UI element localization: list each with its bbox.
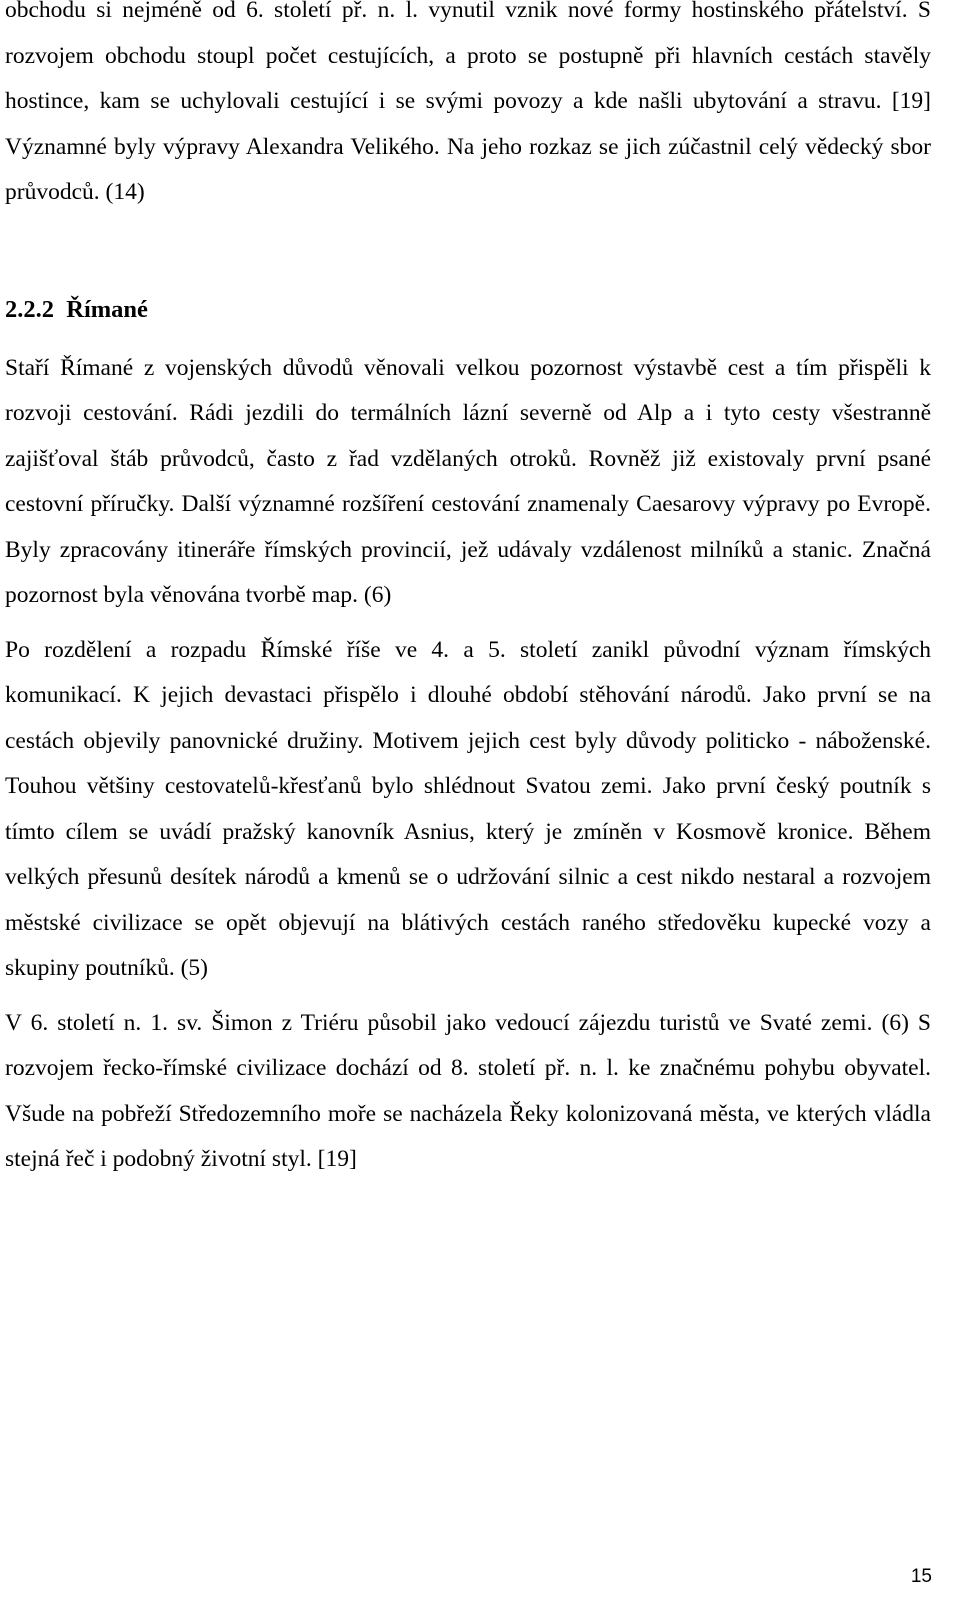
section-heading xyxy=(5,290,931,330)
section-number: 2.2.2 xyxy=(5,295,54,323)
paragraph-intro: obchodu si nejméně od 6. století př. n. l. vynutil vznik nové formy hostinského přátelství. S rozvojem obchodu stoupl počet cestujících, a proto se postupně při hlavních cestách stavěly hostince, kam se uchylovali cestující i se svými povozy a kde našli ubytování a stravu. [19] Významné byly výpravy Alexandra Velikého. Na jeho rozkaz se jich zúčastnil celý vědecký sbor průvodců. (14) xyxy=(5,0,931,205)
page-number: 15 xyxy=(910,1566,932,1587)
document-page xyxy=(5,0,931,1183)
paragraph-romans-roads: Staří Římané z vojenských důvodů věnovali velkou pozornost výstavbě cest a tím přispěli k rozvoji cestování. Rádi jezdili do termálních lázní severně od Alp a i tyto cesty všestranně zajišťoval štáb průvodců, často z řad vzdělaných otroků. Rovněž již existovaly první psané cestovní příručky. Další významné rozšíření cestování znamenaly Caesarovy výpravy po Evropě. Byly zpracovány itineráře římských provincií, jež udávaly vzdálenost milníků a stanic. Značná pozornost byla věnována tvorbě map. (6) xyxy=(5,354,931,608)
paragraph-simon-trier: V 6. století n. 1. sv. Šimon z Triéru působil jako vedoucí zájezdu turistů ve Svaté zemi. (6) S rozvojem řecko-římské civilizace dochází od 8. století př. n. l. ke značnému pohybu obyvatel. Všude na pobřeží Středozemního moře se nacházela Řeky kolonizovaná města, ve kterých vládla stejná řeč i podobný životní styl. [19] xyxy=(5,1009,931,1172)
section-title: Římané xyxy=(66,295,148,323)
paragraph-roman-empire-fall: Po rozdělení a rozpadu Římské říše ve 4. a 5. století zanikl původní význam římských komunikací. K jejich devastaci přispělo i dlouhé období stěhování národů. Jako první se na cestách objevily panovnické družiny. Motivem jejich cest byly důvody politicko - náboženské. Touhou většiny cestovatelů-křesťanů bylo shlédnout Svatou zemi. Jako první český poutník s tímto cílem se uvádí pražský kanovník Asnius, který je zmíněn v Kosmově kronice. Během velkých přesunů desítek národů a kmenů se o udržování silnic a cest nikdo nestaral a rozvojem městské civilizace se opět objevují na blátivých cestách raného středověku kupecké vozy a skupiny poutníků. (5) xyxy=(5,636,931,981)
